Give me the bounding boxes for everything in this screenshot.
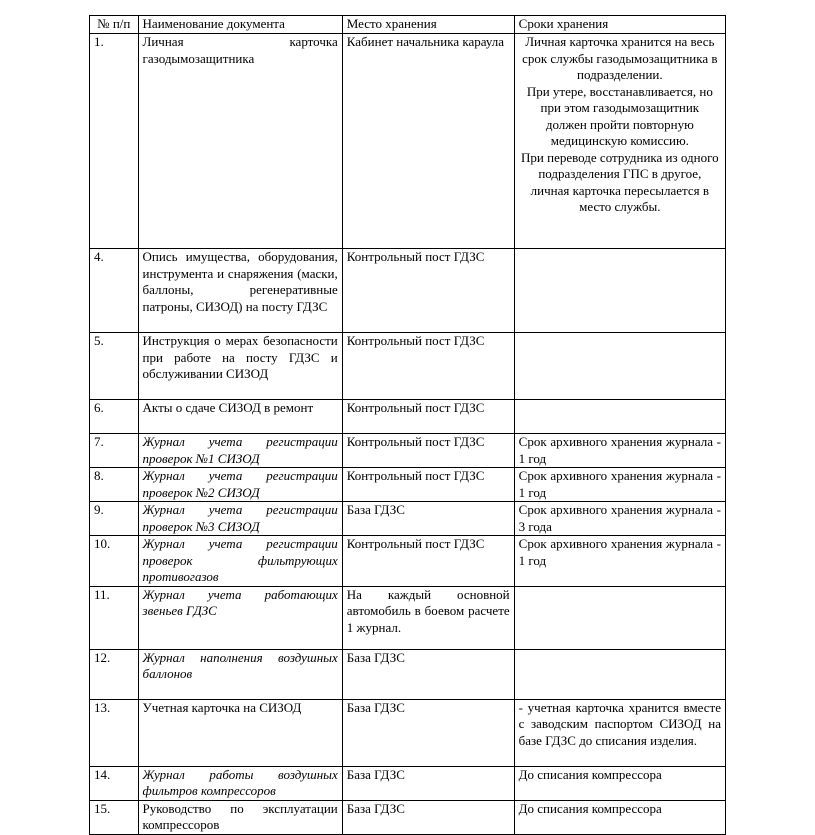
- row-place: Контрольный пост ГДЗС: [342, 468, 514, 502]
- terms-paragraph: При переводе сотрудника из одного подразделения ГПС в другое, личная карточка пересылается в место службы.: [521, 149, 719, 214]
- row-place: Контрольный пост ГДЗС: [342, 400, 514, 434]
- row-num: 10.: [90, 536, 139, 587]
- table-row: [90, 468, 726, 502]
- row-place: На каждый основной автомобиль в боевом расчете 1 журнал.: [342, 586, 514, 649]
- table-row: [90, 400, 726, 434]
- row-name: Журнал учета работающих звеньев ГДЗС: [138, 586, 342, 649]
- row-name: Журнал работы воздушных фильтров компрессоров: [138, 766, 342, 800]
- row-place: Контрольный пост ГДЗС: [342, 333, 514, 400]
- terms-paragraph: При утере, восстанавливается, но при этом газодымозащитник должен пройти повторную медицинскую комиссию.: [526, 83, 713, 148]
- row-place: Контрольный пост ГДЗС: [342, 249, 514, 333]
- row-num: 13.: [90, 699, 139, 766]
- row-num: 15.: [90, 800, 139, 834]
- row-name: Журнал учета регистрации проверок №3 СИЗОД: [138, 502, 342, 536]
- row-num: 5.: [90, 333, 139, 400]
- row-place: База ГДЗС: [342, 649, 514, 699]
- row-terms: [514, 586, 725, 649]
- row-terms: Срок архивного хранения журнала - 1 год: [514, 536, 725, 587]
- row-place: База ГДЗС: [342, 502, 514, 536]
- table-row: [90, 249, 726, 333]
- row-terms: [514, 34, 725, 249]
- row-num: 11.: [90, 586, 139, 649]
- row-num: 8.: [90, 468, 139, 502]
- row-name: Акты о сдаче СИЗОД в ремонт: [138, 400, 342, 434]
- header-num: № п/п: [90, 16, 139, 34]
- row-name: Журнал учета регистрации проверок №1 СИЗОД: [138, 434, 342, 468]
- row-terms: [514, 333, 725, 400]
- row-terms: - учетная карточка хранится вместе с заводским паспортом СИЗОД на базе ГДЗС до списания изделия.: [514, 699, 725, 766]
- row-name: Опись имущества, оборудования, инструмента и снаряжения (маски, баллоны, регенеративные патроны, СИЗОД) на посту ГДЗС: [138, 249, 342, 333]
- table-row: [90, 34, 726, 249]
- row-name: Журнал учета регистрации проверок фильтрующих противогазов: [138, 536, 342, 587]
- row-name: Журнал учета регистрации проверок №2 СИЗОД: [138, 468, 342, 502]
- row-place: Контрольный пост ГДЗС: [342, 536, 514, 587]
- table-row: [90, 333, 726, 400]
- row-name: Инструкция о мерах безопасности при работе на посту ГДЗС и обслуживании СИЗОД: [138, 333, 342, 400]
- table-row: [90, 800, 726, 834]
- row-num: 6.: [90, 400, 139, 434]
- header-place: Место хранения: [342, 16, 514, 34]
- row-place: База ГДЗС: [342, 766, 514, 800]
- row-terms: Срок архивного хранения журнала - 1 год: [514, 468, 725, 502]
- table-header-row: [90, 16, 726, 34]
- row-terms: До списания компрессора: [514, 800, 725, 834]
- row-num: 14.: [90, 766, 139, 800]
- row-place: Кабинет начальника караула: [342, 34, 514, 249]
- row-terms: До списания компрессора: [514, 766, 725, 800]
- row-num: 1.: [90, 34, 139, 249]
- row-place: База ГДЗС: [342, 800, 514, 834]
- row-name: Руководство по эксплуатации компрессоров: [138, 800, 342, 834]
- terms-paragraph: Личная карточка хранится на весь срок службы газодымозащитника в подразделении.: [522, 34, 718, 82]
- row-terms: Срок архивного хранения журнала - 3 года: [514, 502, 725, 536]
- row-name: Учетная карточка на СИЗОД: [138, 699, 342, 766]
- row-name: Журнал наполнения воздушных баллонов: [138, 649, 342, 699]
- table-row: [90, 699, 726, 766]
- header-terms: Сроки хранения: [514, 16, 725, 34]
- row-terms: [514, 400, 725, 434]
- document-storage-table: [89, 15, 726, 835]
- row-num: 7.: [90, 434, 139, 468]
- table-row: [90, 502, 726, 536]
- row-place: Контрольный пост ГДЗС: [342, 434, 514, 468]
- table-row: [90, 434, 726, 468]
- row-num: 9.: [90, 502, 139, 536]
- table-row: [90, 766, 726, 800]
- header-name: Наименование документа: [138, 16, 342, 34]
- row-terms: Срок архивного хранения журнала - 1 год: [514, 434, 725, 468]
- row-place: База ГДЗС: [342, 699, 514, 766]
- row-num: 12.: [90, 649, 139, 699]
- table-row: [90, 536, 726, 587]
- row-name: Личная карточка газодымозащитника: [138, 34, 342, 249]
- row-terms: [514, 649, 725, 699]
- table-row: [90, 586, 726, 649]
- row-terms: [514, 249, 725, 333]
- row-num: 4.: [90, 249, 139, 333]
- table-row: [90, 649, 726, 699]
